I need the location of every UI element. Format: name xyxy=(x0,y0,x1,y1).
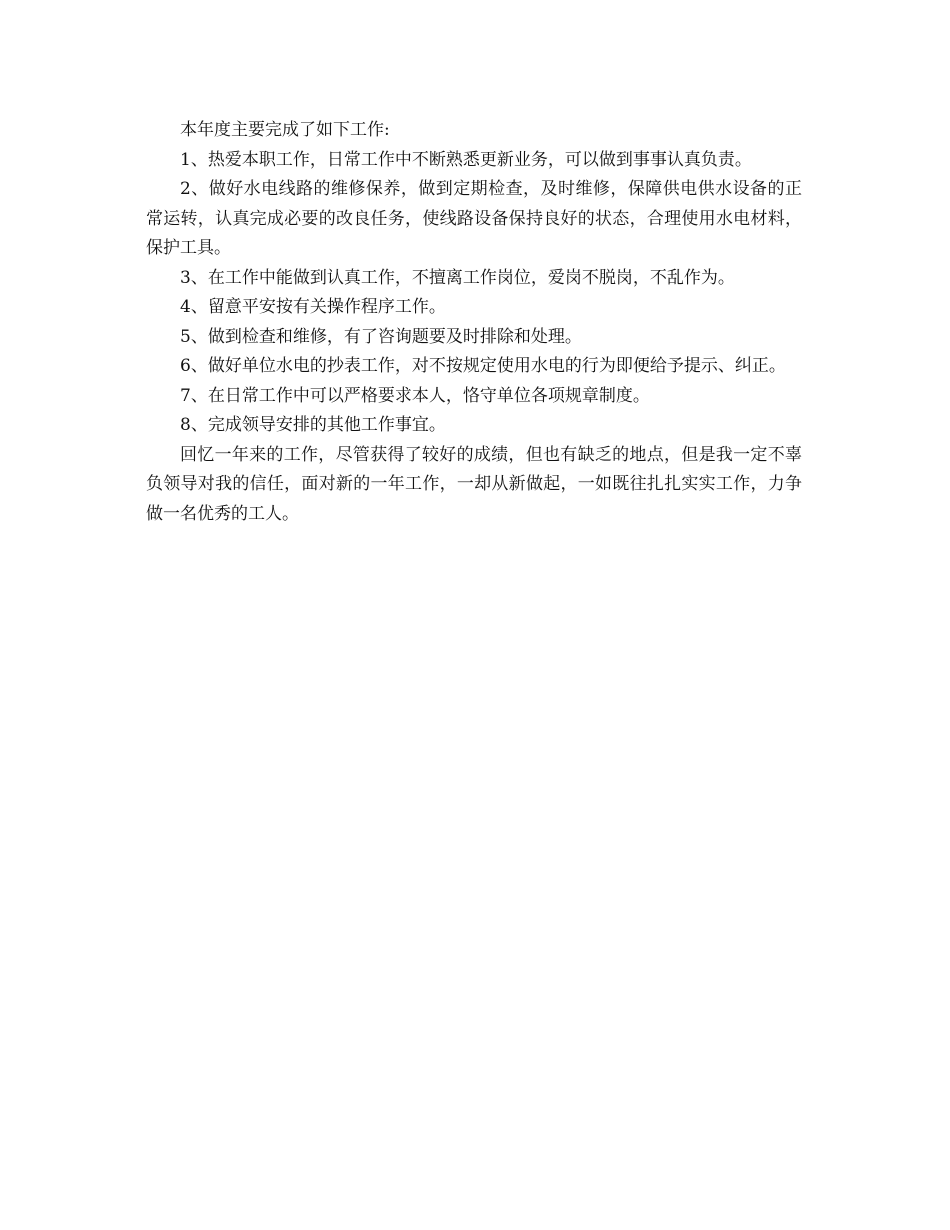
list-item-7: 7、在日常工作中可以严格要求本人，恪守单位各项规章制度。 xyxy=(180,385,650,406)
list-item-8: 8、完成领导安排的其他工作事宜。 xyxy=(180,415,446,435)
closing-paragraph: 回忆一年来的工作，尽管获得了较好的成绩，但也有缺乏的地点，但是我一定不辜负领导对我的信任，面对新的一年工作，一却从新做起，一如既往扎扎实实工作，力争做一名优秀的工人。 xyxy=(146,444,802,524)
intro-paragraph: 本年度主要完成了如下工作: xyxy=(180,120,390,140)
list-item-3: 3、在工作中能做到认真工作，不擅离工作岗位，爱岗不脱岗，不乱作为。 xyxy=(180,267,735,288)
list-item-4: 4、留意平安按有关操作程序工作。 xyxy=(180,297,446,317)
list-item-1: 1、热爱本职工作，日常工作中不断熟悉更新业务，可以做到事事认真负责。 xyxy=(180,149,752,170)
list-item-6: 6、做好单位水电的抄表工作，对不按规定使用水电的行为即便给予提示、纠正。 xyxy=(180,356,786,376)
list-item-5: 5、做到检查和维修，有了咨询题要及时排除和处理。 xyxy=(180,326,582,347)
list-item-2: 2、做好水电线路的维修保养，做到定期检查，及时维修，保障供电供水设备的正常运转，认真完成必要的改良任务，使线路设备保持良好的状态，合理使用水电材料，保护工具。 xyxy=(146,179,802,258)
document-body xyxy=(146,116,802,529)
